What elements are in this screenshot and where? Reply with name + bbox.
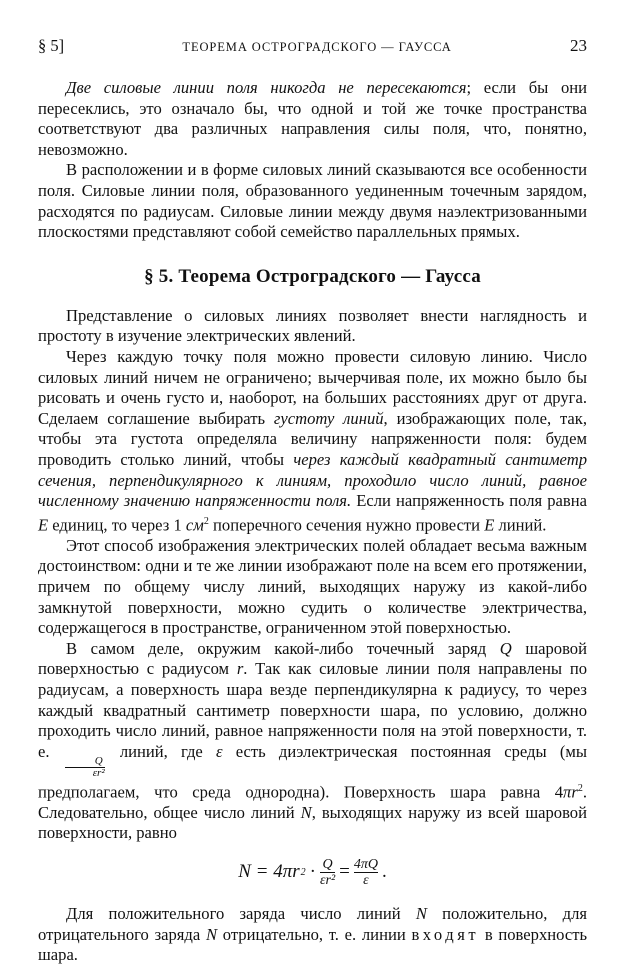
para4-italic-b: густоту линий [273,408,384,428]
formula-period: . [382,861,387,883]
paragraph-5: Этот способ изображения электрических полей обладает весьма важным достоинством: одни и те же линии изображают поле на всем его протяжении, причем по общему числу линий, выходящих наружу из какой-либо замкнутой поверхности, можно судить о количестве электричества, содержащегося в пространстве, ограниченном этой поверхностью. [38,535,587,638]
para6-text-f: . Следовательно, общее число линий [38,782,587,822]
para4-text-e: Если напряженность поля равна [351,491,587,511]
inline-fraction [65,756,105,779]
frac1-num: Q [322,856,333,872]
para4-var-E2: E [484,515,495,535]
para1-italic: Две силовые линии поля никогда не пересекаются [66,78,467,97]
para4-var-E: E [38,515,49,535]
paragraph-7 [38,904,587,966]
formula-lhs-sup: 2 [300,866,306,878]
para7-spaced-word: входят [411,924,480,944]
para6-text-g: , выходящих наружу из всей шаровой поверхности, равно [38,802,587,843]
display-formula [38,850,587,894]
formula-fraction-2 [354,857,378,888]
para6-var-r2: r [571,782,578,802]
paragraph-2: В расположении и в форме силовых линий сказываются все особенности поля. Силовые линии поля, образованного уединенным точечным зарядом, расходятся по радиусам. Силовые линии между двумя наэлектризованными плоскостями представляют собой семейство параллельных прямых. [38,160,587,242]
page-number: 23 [570,36,587,55]
paragraph-6 [38,639,587,844]
inline-frac-den: εr² [92,766,105,779]
para1-rest: ; если бы они пересеклись, это означало бы, что одной и той же точке пространства соответствуют два различных направления силы поля, что, понятно, невозможно. [38,78,588,159]
para6-text-a: В самом деле, окружим какой-либо точечный заряд [66,638,500,658]
para6-text-e: есть диэлектрическая постоянная среды (мы предполагаем, что среда однородна). Поверхность шара равна 4 [38,741,587,802]
frac2-num: 4πQ [353,856,378,872]
para6-var-pi: π [563,782,572,802]
inline-frac-num: Q [94,754,103,767]
para6-text-c: . Так как силовые линии поля направлены по радиусам, а поверхность шара везде перпендикулярна к радиусу, то через каждый квадратный сантиметр поверхности шара, по условию, должно проходить число линий, равное напряженности поля на этой поверхности, т. е. [38,659,587,761]
para4-text-a: Через каждую точку поля можно провести силовую линию. Число силовых линий ничем не ограничено; вычерчивая поле, их можно было бы рисовать и очень густо и, наоборот, на больших расстояниях друг от друга. Сделаем соглашение выбирать [38,346,587,428]
para4-text-f: единиц, то через 1 [48,515,186,535]
para6-var-eps: ε [215,741,223,761]
para6-text-b: шаровой поверхностью с радиусом [38,638,587,679]
formula-dot: · [309,861,316,883]
para7-text-d: в поверхность шара. [38,924,588,965]
para6-var-Q: Q [499,638,512,658]
para7-var-N2: N [205,924,218,944]
running-header [38,36,587,56]
para4-italic-d: через каждый квадратный сантиметр сечения, перпендикулярного к линиям, проходило число линий, равное численному значению напряженности поля. [38,449,587,511]
para4-unit-cm: см [185,515,204,535]
frac2-den: ε [363,872,369,888]
para6-sup-2: 2 [577,782,583,794]
para6-var-N: N [300,802,312,822]
formula-equals: = [339,861,350,883]
para6-text-d: линий, где [106,741,216,761]
paragraph-3: Представление о силовых линиях позволяет внести наглядность и простоту в изучение электрических явлений. [38,305,587,346]
para6-var-r: r [236,659,244,679]
paragraph-4 [38,347,587,536]
para7-var-N1: N [415,904,427,924]
para4-text-h: линий. [494,515,547,535]
formula-lhs: N = 4πr [238,861,300,883]
frac1-den: εr² [319,872,336,888]
formula-fraction-1 [320,857,335,888]
para7-text-a: Для положительного заряда число линий [66,904,416,924]
header-section-ref: § 5] [38,36,65,55]
para4-text-g: поперечного сечения нужно провести [208,515,485,535]
header-title: ТЕОРЕМА ОСТРОГРАДСКОГО — ГАУССА [182,40,452,54]
paragraph-1 [38,78,587,160]
section-heading: § 5. Теорема Остроградского — Гаусса [144,265,481,287]
para7-text-b: положительно, для отрицательного заряда [38,904,587,944]
para7-text-c: отрицательно, т. е. линии [217,924,412,944]
para4-text-c: , изображающих поле, так, чтобы эта густота определяла величину напряженности поля: будем проводить столько линий, чтобы [38,408,587,469]
para4-sup-2: 2 [203,515,209,527]
